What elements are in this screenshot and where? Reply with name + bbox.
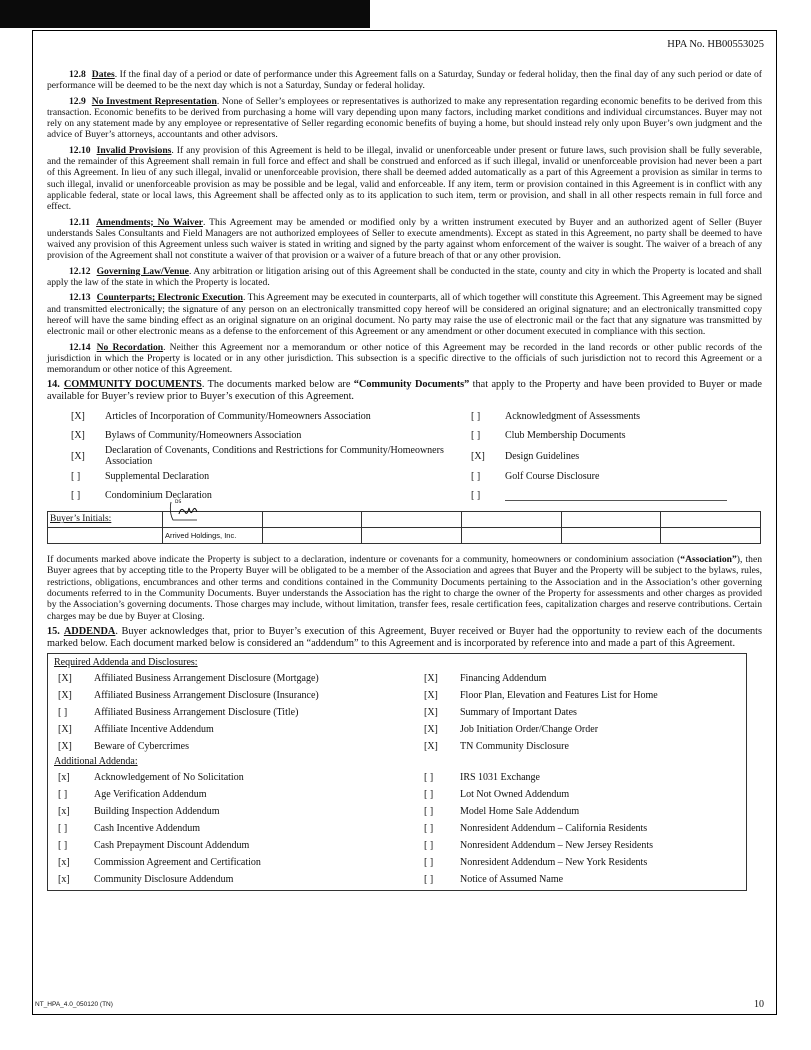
initials-cell (561, 528, 661, 544)
addendum-item (424, 670, 734, 687)
section-number: 14. (47, 379, 60, 391)
initials-cell[interactable] (661, 512, 761, 528)
item-label: Summary of Important Dates (460, 707, 577, 719)
item-label: Age Verification Addendum (94, 789, 207, 801)
paragraph-number: 12.9 (69, 95, 86, 107)
initials-signature-icon (167, 498, 211, 526)
community-document-item (447, 486, 727, 505)
initials-cell[interactable] (262, 512, 362, 528)
paragraph-12-12 (47, 266, 762, 289)
item-label: Cash Incentive Addendum (94, 823, 201, 835)
item-label: Declaration of Covenants, Conditions and Restrictions for Community/Homeowners Association (105, 445, 444, 468)
item-label: Articles of Incorporation of Community/Homeowners Association (105, 411, 371, 423)
paragraph-12-9 (47, 96, 762, 141)
checkbox[interactable]: [ ] (424, 806, 434, 818)
paragraph-number: 12.13 (69, 292, 91, 304)
initials-cell (461, 528, 561, 544)
item-label: Cash Prepayment Discount Addendum (94, 840, 250, 852)
item-label: Design Guidelines (505, 450, 580, 462)
item-label: Golf Course Disclosure (505, 471, 600, 483)
paragraph-text: . Neither this Agreement nor a memorandum or other notice of this Agreement may be recorded in the land records or other public records of the jurisdiction in which the Property is located or in any other jurisdiction. This subsection is a specific directive to the officials of such jurisdiction not to record this Agreement or a memorandum or other notice of this Agreement. (47, 341, 762, 376)
section-12-paragraphs (47, 69, 762, 375)
checkbox[interactable]: [ ] (71, 490, 81, 502)
addendum-item (424, 803, 734, 820)
community-document-item (447, 407, 727, 426)
checkbox[interactable]: [ ] (58, 840, 68, 852)
item-label: Nonresident Addendum – New Jersey Residents (460, 840, 654, 852)
paragraph-12-11 (47, 217, 762, 262)
addenda-box (47, 653, 747, 891)
paragraph-title: Invalid Provisions (96, 144, 172, 156)
community-document-item (47, 486, 447, 505)
addendum-item (54, 871, 424, 888)
document-page (32, 30, 777, 1015)
addendum-item (54, 687, 424, 704)
item-label: Nonresident Addendum – California Residents (460, 823, 648, 835)
checkbox[interactable]: [ ] (58, 823, 68, 835)
checkbox[interactable]: [ ] (471, 490, 481, 502)
checkbox[interactable]: [ ] (71, 471, 81, 483)
paragraph-title: Dates (91, 69, 115, 80)
item-label: Notice of Assumed Name (460, 874, 564, 886)
section-15-intro (47, 626, 762, 650)
defined-term: “Community Documents” (353, 379, 470, 391)
addendum-item (54, 721, 424, 738)
document-body (47, 69, 762, 891)
initials-cell[interactable] (461, 512, 561, 528)
required-addenda-list (54, 670, 740, 755)
paragraph-text: . None of Seller’s employees or representatives is authorized to make any representation regarding economic benefits to be derived from this transaction. Economic benefits to be derived from purchasing a home will vary depending upon many factors, including market conditions and individual circumstances. Buyer may not rely on any statement made by any employee or representative of Seller regarding economic benefits of buying a home, but should instead rely only upon Buyer’s own judgment and the advice of Buyer’s attorneys, accountants and other advisors. (47, 95, 762, 141)
docusign-mark: DS (175, 500, 182, 506)
paragraph-title: Governing Law/Venue (96, 265, 189, 277)
addendum-item (424, 786, 734, 803)
item-label: Supplemental Declaration (105, 471, 210, 483)
initials-cell (661, 528, 761, 544)
intro-text: . The documents marked below are (201, 379, 354, 391)
addendum-item (54, 704, 424, 721)
addendum-item (54, 786, 424, 803)
checkbox[interactable]: [X] (424, 741, 438, 753)
community-documents-list (47, 407, 762, 505)
item-label: Floor Plan, Elevation and Features List for Home (460, 690, 658, 702)
item-label: Lot Not Owned Addendum (460, 789, 570, 801)
checkbox[interactable]: [X] (471, 450, 485, 462)
community-document-item (447, 445, 727, 467)
checkbox[interactable]: [X] (424, 673, 438, 685)
addendum-item (54, 670, 424, 687)
required-addenda-heading: Required Addenda and Disclosures: (54, 657, 198, 669)
addendum-item (424, 704, 734, 721)
initials-cell (362, 528, 462, 544)
checkbox[interactable]: [ ] (424, 874, 434, 886)
paragraph-text: . If any provision of this Agreement is held to be illegal, invalid or unenforceable under present or future laws, such provision shall be fully severable, and the remainder of this Agreement shall remain in full force and effect and shall be construed and enforced as if such illegal, invalid or unenforceable provision had never been a part of this Agreement. In lieu of any such illegal, invalid or unenforceable provision, there shall be deemed added automatically as a part of this Agreement a provision as similar in terms to such illegal, invalid or unenforceable provision as may be possible and be legal, valid and enforceable. If any item, term or provision contained in this Agreement is in conflict with any applicable federal, state or local laws, this Agreement shall be affected only as to its application to such item, term or provision, and shall in all other respects remain in full force and effect. (47, 144, 762, 213)
community-document-item (447, 426, 727, 445)
section-title: ADDENDA (63, 625, 116, 637)
paragraph-number: 12.10 (69, 144, 91, 156)
addendum-item (424, 871, 734, 888)
checkbox[interactable]: [x] (58, 874, 70, 886)
section-number: 15. (47, 625, 60, 637)
checkbox[interactable]: [x] (58, 857, 70, 869)
item-label: Affiliated Business Arrangement Disclosure (Mortgage) (94, 673, 319, 685)
community-document-item (47, 407, 447, 426)
buyer-initials-table (47, 500, 761, 544)
paragraph-12-8 (47, 69, 762, 92)
addendum-item (54, 837, 424, 854)
checkbox[interactable]: [X] (424, 724, 438, 736)
paragraph-12-14 (47, 342, 762, 376)
redaction-bar (0, 0, 370, 28)
form-id: NT_HPA_4.0_050120 (TN) (35, 1001, 113, 1008)
community-document-item (47, 426, 447, 445)
addendum-item (424, 854, 734, 871)
item-label: Affiliate Incentive Addendum (94, 724, 214, 736)
defined-term: “Association” (680, 554, 737, 566)
checkbox[interactable]: [ ] (471, 430, 481, 442)
item-label: IRS 1031 Exchange (460, 772, 540, 784)
section-title: COMMUNITY DOCUMENTS (63, 379, 202, 391)
checkbox[interactable]: [ ] (58, 707, 68, 719)
paragraph-text: . This Agreement may be amended or modified only by a written instrument executed by Buyer and an authorized agent of Seller (Buyer understands Sales Consultants and Field Managers are not authorized employees of Seller to execute amendments). Except as stated in this Agreement, no party shall be deemed to have waived any provision of this Agreement unless such waiver is stated in writing and signed by the party against whom enforcement of the waiver is sought. The waiver of a breach of any provision of the Agreement shall not constitute a waiver of that provision or a waiver of a future breach of that or any other provision. (47, 216, 762, 262)
item-label: TN Community Disclosure (460, 741, 569, 753)
checkbox[interactable]: [X] (71, 430, 85, 442)
addendum-item (424, 820, 734, 837)
paragraph-12-10 (47, 145, 762, 213)
checkbox[interactable]: [X] (71, 450, 85, 462)
association-paragraph (47, 554, 762, 622)
checkbox[interactable]: [X] (424, 690, 438, 702)
checkbox[interactable]: [X] (71, 411, 85, 423)
addendum-item (424, 687, 734, 704)
item-label: Acknowledgement of No Solicitation (94, 772, 244, 784)
checkbox[interactable]: [ ] (424, 840, 434, 852)
addendum-item (54, 820, 424, 837)
blank-entry-line[interactable] (505, 490, 727, 501)
item-label: Community Disclosure Addendum (94, 874, 234, 886)
company-name: Arrived Holdings, Inc. (165, 530, 237, 540)
addendum-item (424, 721, 734, 738)
community-document-item (47, 467, 447, 486)
item-label: Acknowledgment of Assessments (505, 411, 640, 423)
paragraph-text: . This Agreement may be executed in counterparts, all of which together will constitute this Agreement. This Agreement may be signed and transmitted electronically; the signature of any person on an electronically transmitted copy hereof will be considered an original signature; and an electronically transmitted copy hereof will have the same binding effect as an original signature on an original document. No party may raise the use of electronic mail or the fact that any signature was transmitted by electronic mail or other electronic means as a defense to the enforcement of this Agreement or any amendment or other document executed in compliance with this section. (47, 292, 763, 338)
paragraph-12-13 (47, 292, 762, 337)
checkbox[interactable]: [x] (58, 806, 70, 818)
checkbox[interactable]: [X] (58, 673, 72, 685)
paragraph-text: . Any arbitration or litigation arising out of this Agreement shall be conducted in the state, county and city in which the Property is located and shall apply the law of the state in which the Property is located. (47, 265, 762, 289)
item-label: Financing Addendum (460, 673, 547, 685)
item-label: Building Inspection Addendum (94, 806, 220, 818)
paragraph-number: 12.14 (69, 341, 91, 353)
checkbox[interactable]: [X] (58, 690, 72, 702)
item-label: Commission Agreement and Certification (94, 857, 261, 869)
initials-cell[interactable] (561, 512, 661, 528)
checkbox[interactable]: [ ] (58, 789, 68, 801)
checkbox[interactable]: [ ] (471, 411, 481, 423)
paragraph-title: Counterparts; Electronic Execution (96, 292, 243, 304)
intro-text: . Buyer acknowledges that, prior to Buyer’s execution of this Agreement, Buyer received or Buyer had the opportunity to review each of the documents marked below. Each document marked below is considered an “addendum” to this Agreement and is incorporated by reference into and made a part of this Agreement. (47, 625, 762, 649)
item-label: Club Membership Documents (505, 430, 626, 442)
addendum-item (54, 738, 424, 755)
checkbox[interactable]: [X] (424, 707, 438, 719)
addendum-item (424, 837, 734, 854)
paragraph-title: Amendments; No Waiver (96, 216, 203, 228)
paragraph-number: 12.12 (69, 265, 91, 277)
paragraph-number: 12.11 (69, 216, 91, 228)
item-label: Bylaws of Community/Homeowners Association (105, 430, 302, 442)
item-label: Affiliated Business Arrangement Disclosure (Title) (94, 707, 299, 719)
initials-label-cell (48, 528, 163, 544)
item-label: Model Home Sale Addendum (460, 806, 580, 818)
checkbox[interactable]: [ ] (424, 857, 434, 869)
checkbox[interactable]: [ ] (424, 789, 434, 801)
addendum-item (54, 854, 424, 871)
item-label: Condominium Declaration (105, 490, 212, 502)
community-document-item (47, 445, 447, 467)
initials-label-cell (48, 512, 163, 528)
additional-addenda-list (54, 769, 740, 888)
addendum-item (54, 769, 424, 786)
item-label: Job Initiation Order/Change Order (460, 724, 599, 736)
addendum-item (424, 738, 734, 755)
initials-label: Buyer’s Initials: (50, 514, 112, 525)
paragraph-number: 12.8 (69, 69, 86, 80)
item-label: Beware of Cybercrimes (94, 741, 189, 753)
additional-addenda-heading: Additional Addenda: (54, 756, 138, 768)
item-label: Affiliated Business Arrangement Disclosure (Insurance) (94, 690, 319, 702)
item-label: Nonresident Addendum – New York Residents (460, 857, 648, 869)
checkbox[interactable]: [ ] (471, 471, 481, 483)
section-14-intro (47, 379, 762, 403)
community-document-item (447, 467, 727, 486)
intro-text: that apply to the Property and have been provided to Buyer or made available for Buyer’s review prior to Buyer’s execution of this Agreement. (47, 379, 762, 403)
checkbox[interactable]: [ ] (424, 823, 434, 835)
page-number: 10 (754, 999, 764, 1010)
paragraph-title: No Investment Representation (91, 95, 217, 107)
hpa-number: HPA No. HB00553025 (667, 39, 764, 50)
initials-cell[interactable] (362, 512, 462, 528)
checkbox[interactable]: [ ] (424, 772, 434, 784)
body-text: ), then Buyer agrees that by accepting title to the Property Buyer will be obligated to be a member of the Association and agrees that Buyer and the Property will be subject to the bylaws, rules, restrictions, obligations, encumbrances and other terms and conditions contained in the Community Documents pertaining to the Association and in the Association’s other governing documents referred to in the Community Documents. Buyer understands the Association has the right to charge the owner of the Property for assessments and other charges as provided by the Association’s governing documents. Those charges may include, without limitation, transfer fees, resale certification fees, capitalization charges and reserve contributions. Certain charges may be due by Buyer at Closing. (47, 554, 762, 622)
checkbox[interactable]: [X] (58, 741, 72, 753)
company-cell (163, 528, 263, 544)
paragraph-text: . If the final day of a period or date of performance under this Agreement falls on a Saturday, Sunday or federal holiday, then the final day of any such period or date of performance will be deemed to be the next day which is not a Saturday, Sunday or federal holiday. (47, 69, 762, 92)
checkbox[interactable]: [x] (58, 772, 70, 784)
paragraph-title: No Recordation (96, 341, 164, 353)
addendum-item (54, 803, 424, 820)
initials-cell (262, 528, 362, 544)
checkbox[interactable]: [X] (58, 724, 72, 736)
initials-signature-cell[interactable] (163, 500, 263, 528)
addendum-item (424, 769, 734, 786)
body-text: If documents marked above indicate the Property is subject to a declaration, indenture or covenants for a community, homeowners or condominium association ( (47, 554, 681, 566)
